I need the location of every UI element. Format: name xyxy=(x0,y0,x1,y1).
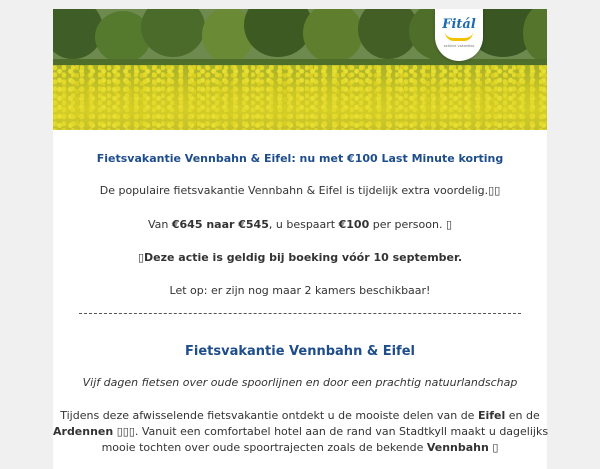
dashed-divider xyxy=(79,313,521,314)
para-bold-ardennen: Ardennen xyxy=(53,425,114,438)
paragraph-line-1 xyxy=(53,409,547,422)
price-range: €645 naar €545 xyxy=(171,218,269,231)
fital-logo[interactable] xyxy=(435,9,483,61)
price-prefix: Van xyxy=(147,218,172,231)
price-saving: €100 xyxy=(338,218,370,231)
valid-text: Deze actie is geldig bij boeking vóór 10 september. xyxy=(144,251,463,264)
para-bold-vennbahn: Vennbahn xyxy=(426,441,489,454)
para-text: en de xyxy=(505,409,540,422)
section-title: Fietsvakantie Vennbahn & Eifel xyxy=(185,344,415,359)
section-subtitle: Vijf dagen fietsen over oude spoorlijnen en door een prachtig natuurlandschap xyxy=(82,376,518,389)
rooms-note: Let op: er zijn nog maar 2 kamers beschikbaar! xyxy=(169,284,431,297)
paragraph-line-2 xyxy=(53,425,547,438)
promo-intro-emoji: ▯▯ xyxy=(488,184,501,197)
promo-intro-text: De populaire fietsvakantie Vennbahn & Eifel is tijdelijk extra voordelig. xyxy=(99,184,489,197)
para-text: Tijdens deze afwisselende fietsvakantie ontdekt u de mooiste delen van de xyxy=(60,409,478,422)
hero-image xyxy=(53,9,547,130)
price-suffix: per persoon. ▯ xyxy=(369,218,452,231)
paragraph-line-3 xyxy=(53,441,547,454)
valid-icon: ▯ xyxy=(137,251,145,264)
price-line xyxy=(53,218,547,231)
logo-tagline: actieve vakanties xyxy=(443,44,475,48)
para-text: mooie tochten over oude spoortrajecten zoals de bekende xyxy=(101,441,427,454)
promo-headline: Fietsvakantie Vennbahn & Eifel: nu met €100 Last Minute korting xyxy=(96,152,504,165)
price-mid: , u bespaart xyxy=(268,218,339,231)
promo-intro xyxy=(53,184,547,197)
para-text: ▯▯▯. Vanuit een comfortabel hotel aan de rand van Stadtkyll maakt u dagelijks xyxy=(113,425,549,438)
para-text: ▯ xyxy=(488,441,499,454)
logo-wordmark: Fitál xyxy=(442,17,476,32)
para-bold-eifel: Eifel xyxy=(477,409,506,422)
logo-swoosh-icon xyxy=(445,32,473,41)
rapeseed-field xyxy=(53,65,547,130)
email-body xyxy=(53,9,547,469)
valid-line xyxy=(53,251,547,264)
